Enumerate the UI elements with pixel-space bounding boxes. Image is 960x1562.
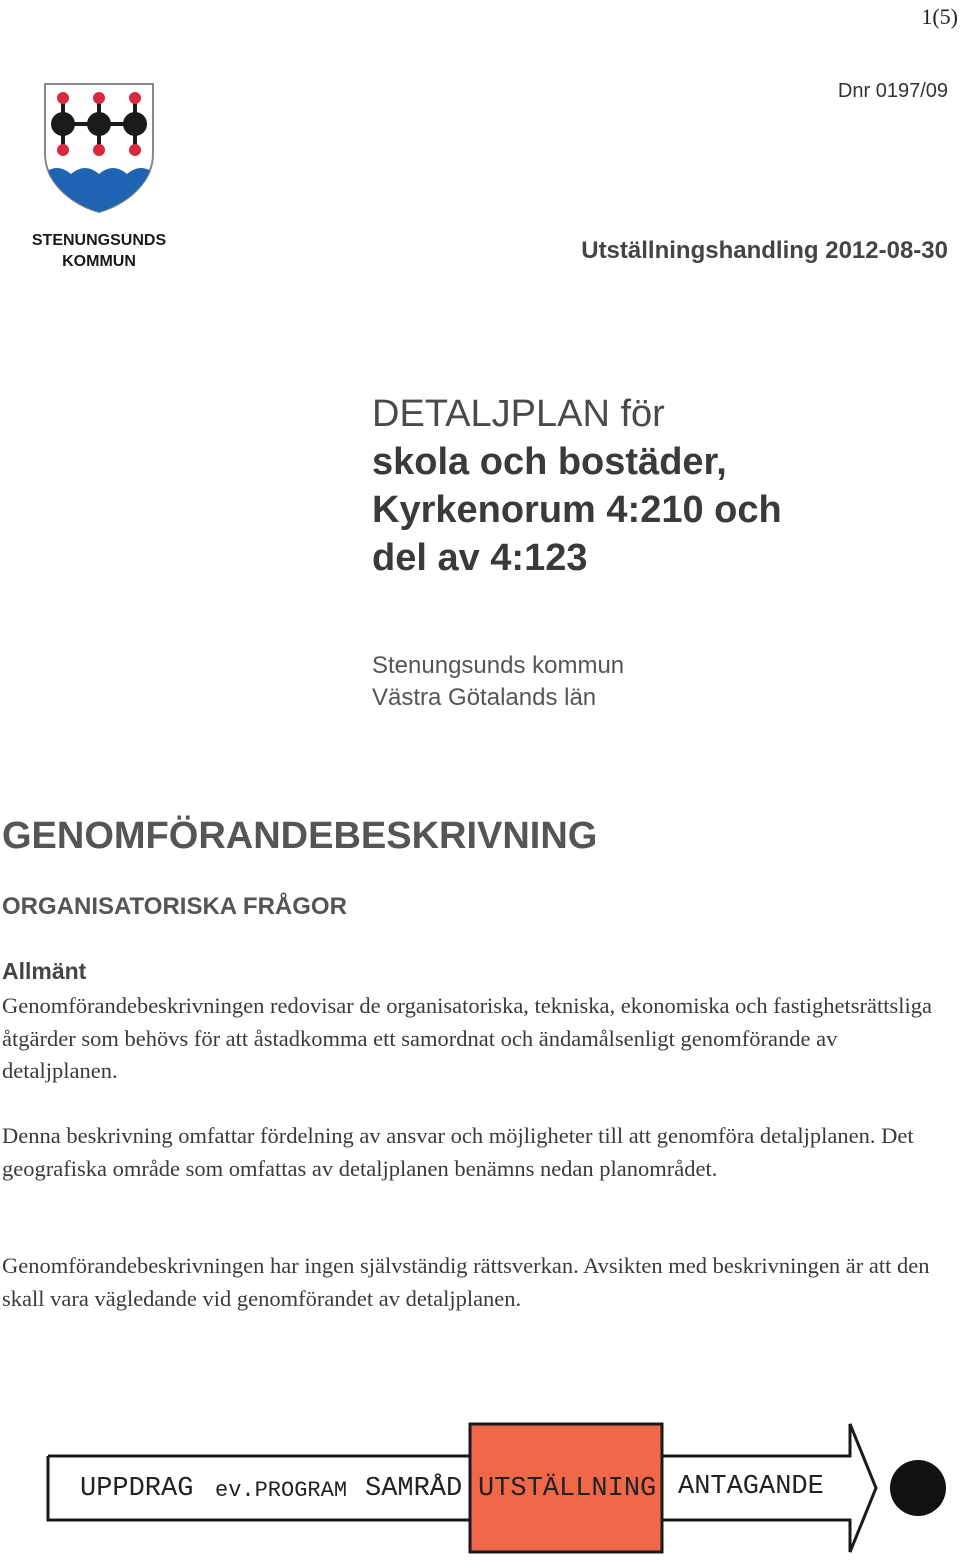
page-number: 1(5) — [921, 4, 958, 29]
process-end-dot — [890, 1460, 946, 1516]
stage-antagande: ANTAGANDE — [678, 1472, 824, 1502]
stage-program: ev.PROGRAM — [215, 1478, 348, 1503]
plan-title-line1: DETALJPLAN för — [372, 393, 665, 435]
plan-title-line4: del av 4:123 — [372, 537, 588, 579]
coat-of-arms-icon — [43, 82, 155, 214]
plan-title-line3: Kyrkenorum 4:210 och — [372, 489, 782, 531]
planning-process-bar — [0, 1420, 960, 1557]
location-block — [372, 650, 624, 714]
stage-uppdrag: UPPDRAG — [80, 1474, 194, 1504]
body-paragraph: Denna beskrivning omfattar fördelning av ansvar och möjligheter till att genomföra detaljplanen. Det geografiska område som omfattas av detaljplanen benämns nedan planområdet. — [2, 1123, 914, 1181]
document-reference-number: Dnr 0197/09 — [837, 80, 948, 102]
municipality-logo — [14, 82, 184, 272]
municipality-name: Stenungsunds kommun — [372, 652, 625, 679]
section-heading: Allmänt — [2, 958, 87, 984]
logo-text-line1: STENUNGSUNDS — [31, 232, 167, 249]
county-name: Västra Götalands län — [372, 684, 597, 711]
sub-heading: ORGANISATORISKA FRÅGOR — [2, 893, 347, 920]
body-paragraph: Genomförandebeskrivningen redovisar de organisatoriska, tekniska, ekonomiska och fastighetsrättsliga åtgärder som behövs för att åstadkomma ett samordnat och ändamålsenligt genomförande av detaljplanen. — [2, 993, 932, 1083]
plan-title-line2: skola och bostäder, — [372, 441, 727, 483]
stage-samrad: SAMRÅD — [365, 1474, 463, 1504]
logo-text-line2: KOMMUN — [62, 253, 136, 270]
plan-title — [372, 390, 782, 582]
main-heading: GENOMFÖRANDEBESKRIVNING — [2, 815, 598, 857]
document-status: Utställningshandling 2012-08-30 — [581, 237, 948, 264]
body-paragraph: Genomförandebeskrivningen har ingen självständig rättsverkan. Avsikten med beskrivningen är att den skall vara vägledande vid genomförandet av detaljplanen. — [2, 1253, 930, 1311]
stage-utstallning: UTSTÄLLNING — [478, 1474, 657, 1504]
